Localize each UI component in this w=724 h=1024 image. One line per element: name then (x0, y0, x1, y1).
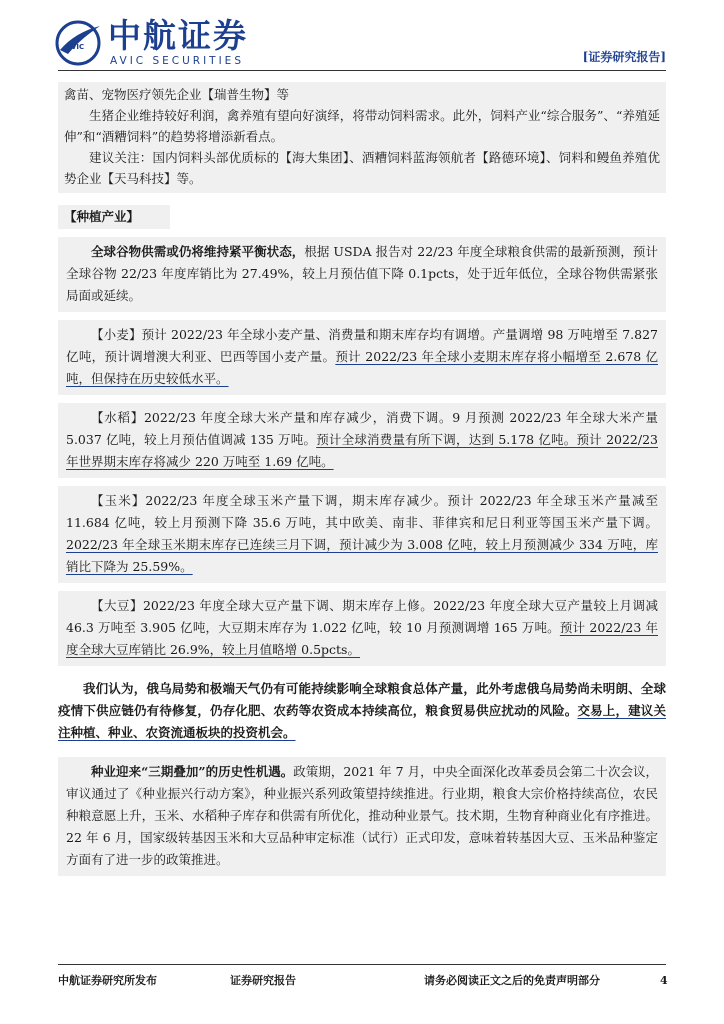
avic-logo-icon (54, 20, 102, 66)
corn-paragraph (66, 490, 658, 578)
soybean-text: 【大豆】2022/23 年度全球大豆产量下调、期末库存上修。2022/23 年度全球大豆产量较上月调减 46.3 万吨至 3.905 亿吨，大豆期末库存为 1.022 亿吨，较 10 月预测调增 165 万吨。 (66, 598, 658, 635)
seed-industry-lead: 种业迎来“三期叠加”的历史性机遇。 (91, 764, 294, 779)
rice-highlight: 预计全球消费量有所下调，达到 5.178 亿吨。预计 2022/23 年世界期末库存将减少 220 万吨至 1.69 亿吨。 (66, 432, 658, 469)
header-divider (58, 70, 666, 71)
outlook-paragraph (58, 678, 666, 744)
intro-top-line: 禽苗、宠物医疗领先企业【瑞普生物】等 (64, 87, 290, 102)
outlook-highlight: 交易上，建议关注种植、种业、农资流通板块的投资机会。 (58, 703, 666, 740)
pig-feed-paragraph: 生猪企业维持较好利润，禽养殖有望向好演绎，将带动饲料需求。此外，饲料产业“综合服务”、“养殖延伸”和“酒糟饲料”的趋势将增添新看点。 (64, 108, 660, 144)
seed-industry-paragraph (66, 761, 658, 871)
rice-paragraph (66, 407, 658, 473)
grain-summary-text: 根据 USDA 报告对 22/23 年度全球粮食供需的最新预测，预计全球谷物 22/23 年度库销比为 27.49%，较上月预估值下降 0.1pcts，处于近年低位，全球谷物供需紧张局面或延续。 (66, 244, 658, 303)
footer-disclaimer: 请务必阅读正文之后的免责声明部分 (424, 974, 600, 987)
rice-block (58, 403, 666, 478)
soybean-paragraph (66, 595, 658, 661)
brand-name-cn: 中航证券 (108, 16, 248, 55)
soybean-block (58, 591, 666, 666)
soybean-highlight: 预计 2022/23 年度全球大豆库销比 26.9%，较上月值略增 0.5pcts。 (66, 620, 658, 657)
wheat-highlight: 预计 2022/23 年全球小麦期末库存将小幅增至 2.678 亿吨，但保持在历史较低水平。 (66, 349, 658, 386)
seed-industry-block (58, 757, 666, 876)
corn-highlight: 2022/23 年全球玉米期末库存已连续三月下调，预计减少为 3.008 亿吨，较上月预测减少 334 万吨，库销比下降为 25.59%。 (66, 537, 658, 574)
livestock-summary-box (58, 82, 666, 193)
footer-publisher: 中航证券研究所发布 (58, 974, 157, 987)
outlook-text: 我们认为，俄乌局势和极端天气仍有可能持续影响全球粮食总体产量，此外考虑俄乌局势尚未明朗、全球疫情下供应链仍有待修复，仍存化肥、农药等农资成本持续高位，粮食贸易供应扰动的风险。 (58, 681, 666, 718)
grain-summary-lead: 全球谷物供需或仍将维持紧平衡状态， (91, 244, 305, 259)
corn-text: 【玉米】2022/23 年度全球玉米产量下调，期末库存减少。预计 2022/23 年全球玉米产量减至 11.684 亿吨，较上月预测下降 35.6 万吨，其中欧美、南非、菲律宾和尼日利亚等国玉米产量下调。 (66, 493, 658, 530)
brand-name-en: AVIC SECURITIES (110, 55, 244, 67)
outlook-block (58, 674, 666, 749)
section-title-planting: 【种植产业】 (58, 205, 170, 229)
advice-paragraph: 建议关注：国内饲料头部优质标的【海大集团】、酒糟饲料蓝海领航者【路德环境】、饲料和鳗鱼养殖优势企业【天马科技】等。 (64, 150, 660, 186)
wheat-block (58, 320, 666, 395)
footer-divider (58, 964, 666, 965)
svg-text:AVIC: AVIC (66, 43, 85, 51)
footer-report-type: 证券研究报告 (230, 974, 296, 987)
grain-summary-block (58, 237, 666, 312)
corn-block (58, 486, 666, 583)
page-header (0, 0, 724, 80)
rice-text: 【水稻】2022/23 年度全球大米产量和库存减少，消费下调。9 月预测 2022/23 年全球大米产量 5.037 亿吨，较上月预估值调减 135 万吨。 (66, 410, 658, 447)
page-number: 4 (660, 974, 668, 987)
seed-industry-text: 政策期，2021 年 7 月，中央全面深化改革委员会第二十次会议，审议通过了《种业振兴行动方案》，种业振兴系列政策望持续推进。行业期，粮食大宗价格持续高位，农民种粮意愿上升，玉米、水稻种子库存和供需有所优化，推动种业景气。技术期，生物育种商业化有序推进。22 年 6 月，国家级转基因玉米和大豆品种审定标准（试行）正式印发，意味着转基因大豆、玉米品种鉴定方面有了进一步的政策推进。 (66, 764, 659, 867)
report-type-label: [证券研究报告] (582, 50, 666, 64)
grain-summary-paragraph (66, 241, 658, 307)
report-body (58, 82, 666, 876)
wheat-text: 【小麦】预计 2022/23 年全球小麦产量、消费量和期末库存均有调增。产量调增 98 万吨增至 7.827 亿吨，预计调增澳大利亚、巴西等国小麦产量。 (66, 327, 658, 364)
wheat-paragraph (66, 324, 658, 390)
